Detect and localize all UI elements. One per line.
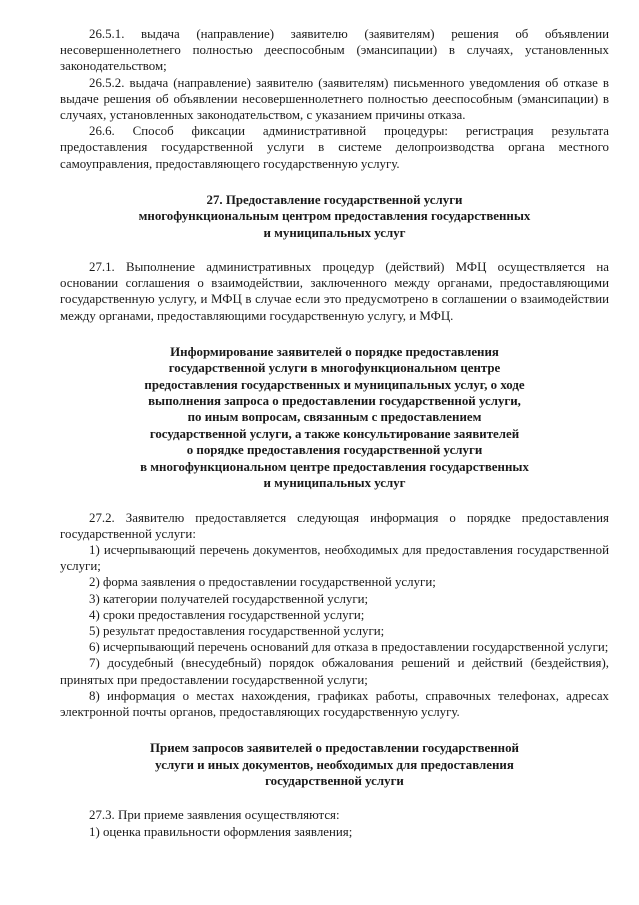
paragraph-27-3: 27.3. При приеме заявления осуществляются: [89,808,340,823]
paragraph-26-5-1: 26.5.1. выдача (направление) заявителю (заявителям) решения об объявлении несовершеннолетнего полностью дееспособным (эмансипации) в случаях, установленных законодательством; [60,27,609,74]
heading-line: государственной услуги, а также консультирование заявителей [149,426,520,441]
heading-line: и муниципальных услуг [263,225,406,240]
paragraph-26-5-2: 26.5.2. выдача (направление) заявителю (заявителям) письменного уведомления об отказе в выдаче решения об объявлении несовершеннолетнего полностью дееспособным (эмансипации) в случаях, установленных законодательством, с указанием причины отказа. [60,75,609,123]
list-item: 3) категории получателей государственной услуги; [89,591,369,606]
heading-line: услуги и иных документов, необходимых для предоставления [155,757,514,772]
list-item: 7) досудебный (внесудебный) порядок обжалования решений и действий (бездействия), принятых при предоставлении государственной услуги; [60,656,609,687]
heading-line: о порядке предоставления государственной услуги [186,443,483,458]
heading-line: и муниципальных услуг [263,476,406,491]
paragraph-27-1: 27.1. Выполнение административных процедур (действий) МФЦ осуществляется на основании соглашения о взаимодействии, заключенного между органами, предоставляющими государственную услугу, и МФЦ в случае если это предусмотрено в соглашении о взаимодействии между органами, предоставляющими государственную услугу, и МФЦ. [60,260,609,323]
heading-line: в многофункциональном центре предоставления государственных [140,459,529,474]
paragraph-26-6: 26.6. Способ фиксации административной процедуры: регистрация результата предоставления государственной услуги в системе делопроизводства органа местного самоуправления, предоставляющего государственную услугу. [60,124,609,171]
heading-line: государственной услуги [265,773,404,788]
heading-line: государственной услуги в многофункциональном центре [168,361,501,376]
list-item: 8) информация о местах нахождения, графиках работы, справочных телефонах, адресах электронной почты органов, предоставляющих государственную услугу. [60,688,609,719]
heading-line: выполнения запроса о предоставлении государственной услуги, [148,394,521,409]
heading-line: 27. Предоставление государственной услуги [206,192,463,207]
reception-heading [80,740,589,789]
heading-line: предоставления государственных и муниципальных услуг, о ходе [144,377,525,392]
list-item: 1) оценка правильности оформления заявления; [89,824,353,839]
list-item: 1) исчерпывающий перечень документов, необходимых для предоставления государственной услуги; [60,542,609,574]
list-item: 4) сроки предоставления государственной услуги; [89,607,365,622]
section-27-heading [80,192,589,241]
paragraph-27-2: 27.2. Заявителю предоставляется следующая информация о порядке предоставления государственной услуги: [60,510,609,541]
list-item: 5) результат предоставления государственной услуги; [89,623,385,638]
heading-line: по иным вопросам, связанным с предоставлением [187,410,482,425]
informing-heading [80,344,589,492]
list-item: 2) форма заявления о предоставлении государственной услуги; [89,575,436,590]
list-item: 6) исчерпывающий перечень оснований для отказа в предоставлении государственной услуги; [89,640,609,655]
heading-line: Информирование заявителей о порядке предоставления [170,344,499,359]
heading-line: Прием запросов заявителей о предоставлении государственной [150,741,519,756]
heading-line: многофункциональным центром предоставления государственных [138,209,531,224]
